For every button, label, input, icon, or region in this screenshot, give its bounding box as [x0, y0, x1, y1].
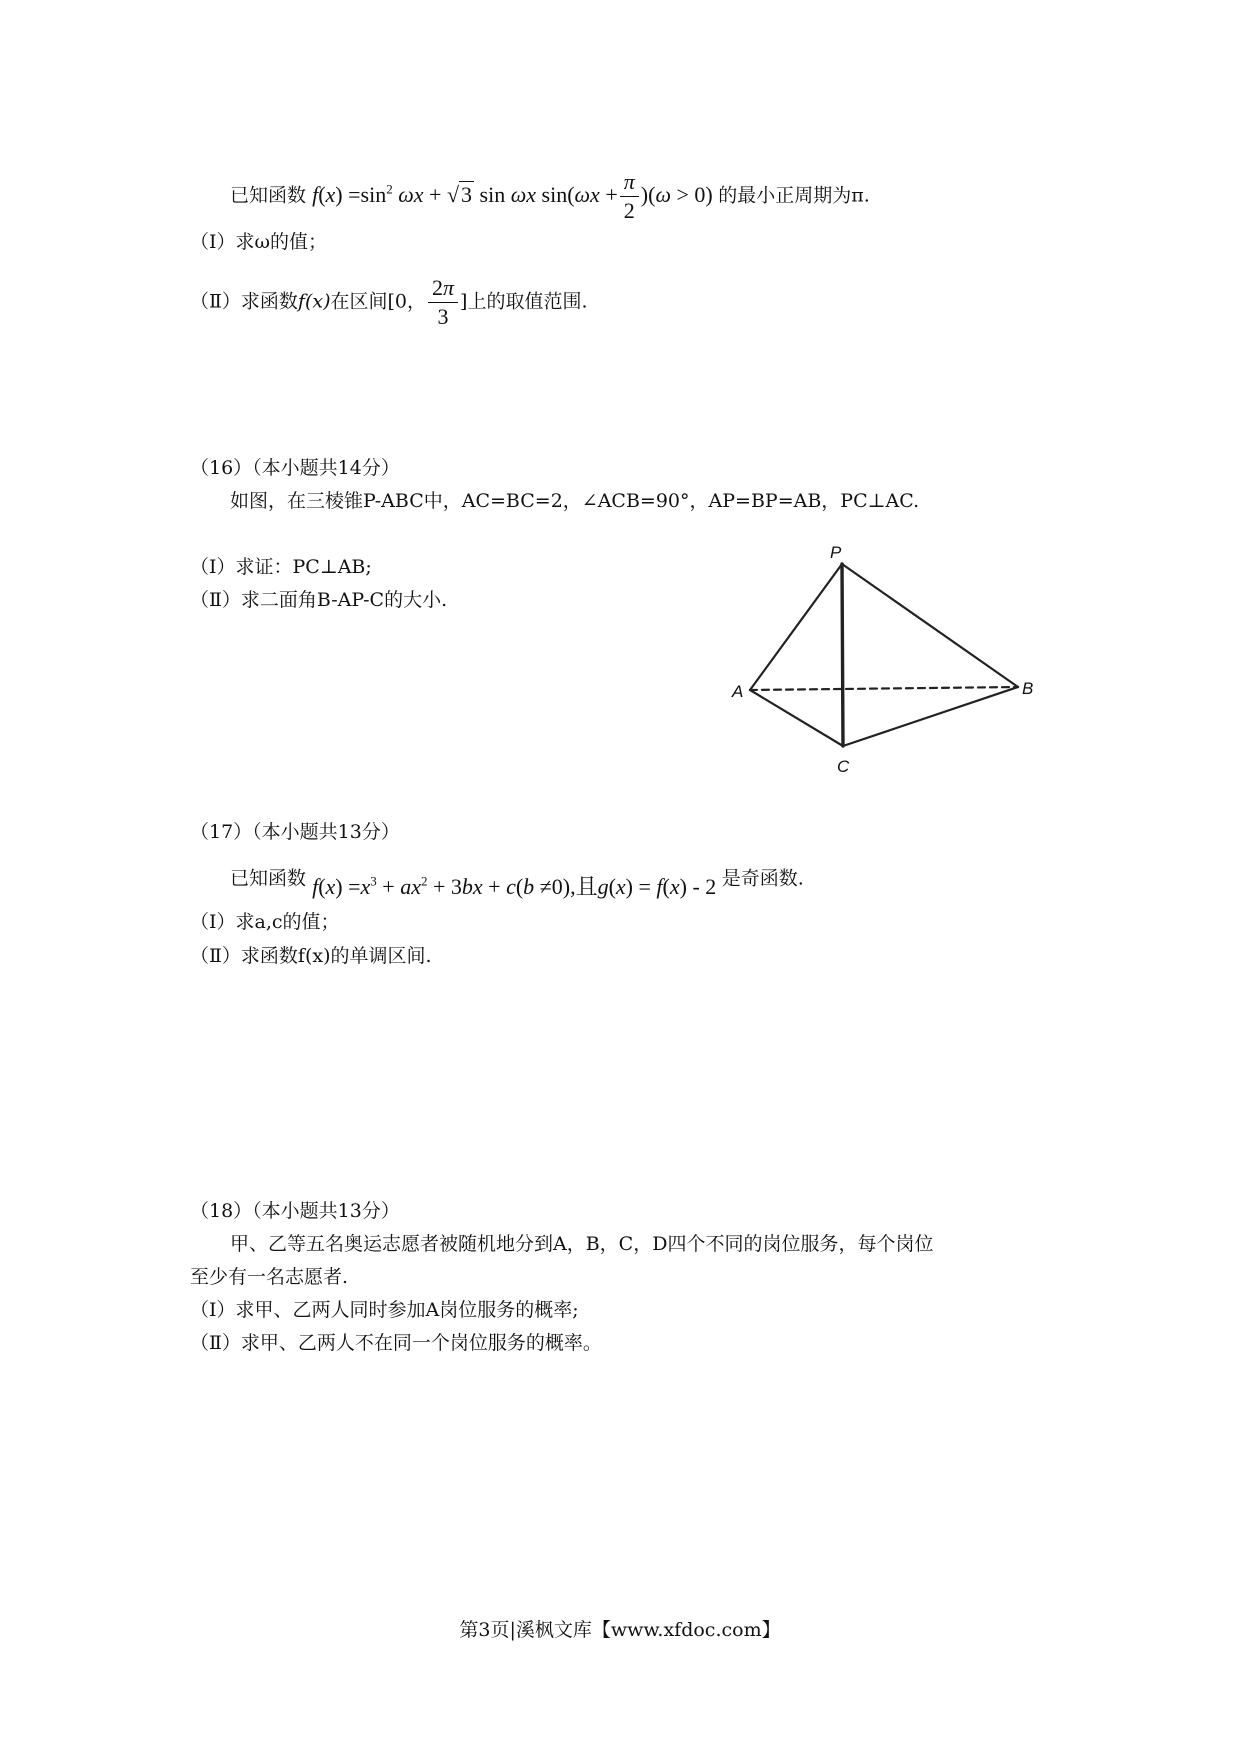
q17-header: （17）（本小题共13分） [190, 821, 400, 843]
edge-pb [842, 564, 1018, 687]
q17-intro [230, 855, 804, 900]
q15-interval-fraction: $\frac{2\pi}{3}$ [428, 274, 458, 331]
edge-ac [750, 690, 843, 746]
q18-part1: （Ⅰ）求甲、乙两人同时参加A岗位服务的概率; [190, 1299, 579, 1321]
edge-pa [750, 564, 842, 690]
label-p: P [830, 543, 842, 562]
q17-intro-prefix: 已知函数 [230, 867, 307, 890]
q18-part2: （Ⅱ）求甲、乙两人不在同一个岗位服务的概率。 [190, 1332, 602, 1354]
q15-part2-suffix: ]上的取值范围. [460, 290, 588, 313]
pyramid-figure [730, 540, 1060, 780]
edge-bc [843, 687, 1018, 746]
q15-part2-fx: f(x) [297, 290, 331, 313]
q16-intro: 如图，在三棱锥P-ABC中，AC=BC=2，∠ACB=90°，AP=BP=AB，PC⊥AC. [230, 490, 920, 512]
page-footer: 第3页|溪枫文库【www.xfdoc.com】 [459, 1619, 781, 1641]
q17-intro-suffix: 是奇函数. [721, 867, 804, 890]
edge-ab-hidden [750, 687, 1018, 690]
q16-part2: （Ⅱ）求二面角B-AP-C的大小. [190, 589, 448, 611]
q15-part2 [190, 274, 588, 331]
q18-header: （18）（本小题共13分） [190, 1200, 400, 1222]
q18-line2: 至少有一名志愿者. [190, 1266, 349, 1288]
q16-header: （16）（本小题共14分） [190, 457, 400, 479]
label-c: C [837, 757, 850, 776]
q17-function-formula: $f(x) =x^3 + ax^2 + 3bx + c(b \ne 0)$,且g(x) = f(x) - 2 [312, 874, 722, 900]
q16-part1: （Ⅰ）求证：PC⊥AB; [190, 556, 372, 578]
q15-function-formula: $f(x) =\sin^2$ ωx + √3 sin ωx sin(ωx + $\frac{\pi}{2}$ )(ω > 0) [312, 169, 719, 223]
q17-part2: （Ⅱ）求函数f(x)的单调区间. [190, 945, 432, 967]
label-a: A [732, 682, 744, 701]
q15-part1: （Ⅰ）求ω的值； [190, 231, 327, 253]
q15-part2-prefix: （Ⅱ）求函数 [190, 290, 298, 313]
q17-part1: （Ⅰ）求a,c的值； [190, 911, 340, 933]
edge-pc [842, 564, 843, 746]
label-b: B [1022, 679, 1034, 698]
q15-intro [230, 168, 870, 225]
q18-line1: 甲、乙等五名奥运志愿者被随机地分到A，B，C，D四个不同的岗位服务，每个岗位 [230, 1233, 934, 1255]
q15-part2-mid: 在区间[0， [330, 290, 427, 313]
q15-intro-suffix: 的最小正周期为π. [718, 184, 870, 207]
q15-intro-prefix: 已知函数 [230, 184, 307, 207]
